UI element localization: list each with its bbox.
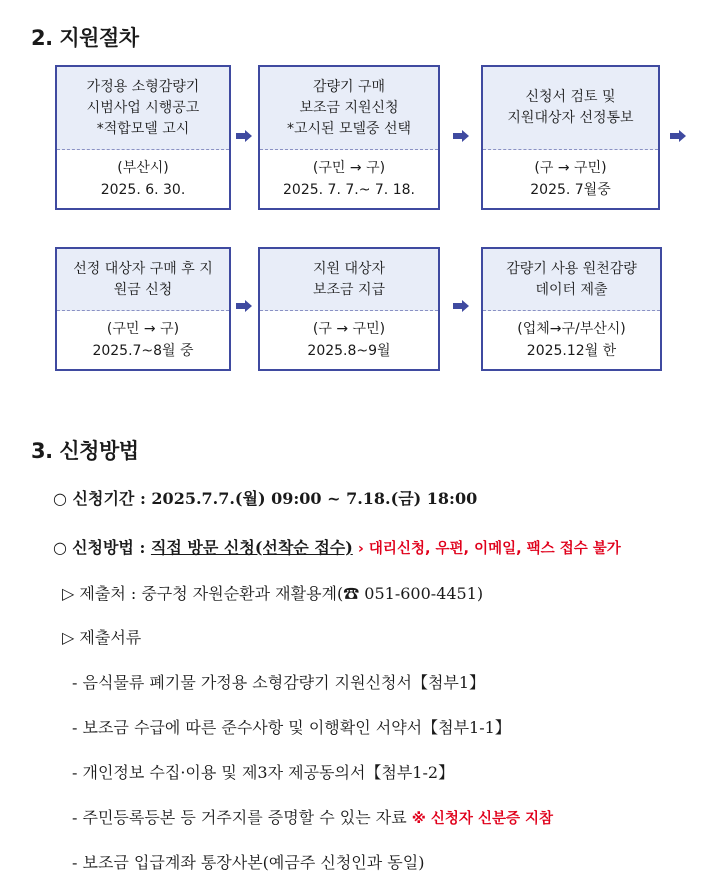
step-box-2 (258, 65, 440, 210)
document-item-text: - 보조금 입급계좌 통장사본(예금주 신청인과 동일) (72, 853, 425, 872)
right-arrow-icon (236, 300, 252, 312)
document-item-2 (72, 715, 511, 738)
step-5-line-2: 보조금 지급 (312, 281, 386, 298)
step-1-line-3: *적합모델 고시 (96, 120, 190, 137)
step-4-footer (57, 310, 229, 369)
step-5-actor: (구 → 구민) (312, 320, 386, 337)
step-2-header (260, 67, 438, 150)
step-6-date: 2025.12월 한 (526, 342, 617, 359)
step-2-footer (260, 149, 438, 208)
step-5-footer (260, 310, 438, 369)
step-3-line-1: 신청서 검토 및 (525, 89, 616, 105)
step-6-line-2: 데이터 제출 (535, 281, 608, 298)
documents-heading (62, 625, 141, 648)
period-label: 신청기간 (72, 489, 135, 508)
step-6-actor: (업체→구/부산시) (517, 320, 626, 337)
method-separator: : (133, 538, 151, 557)
document-item-4 (72, 805, 553, 828)
step-1-line-2: 시범사업 시행공고 (86, 99, 200, 116)
method-value: 직접 방문 신청(선착순 접수) (150, 538, 353, 557)
step-1-header (57, 67, 229, 150)
document-item-text: - 주민등록등본 등 거주지를 증명할 수 있는 자료 (72, 808, 412, 827)
step-box-5 (258, 247, 440, 371)
triangle-bullet-icon: ▷ (62, 628, 75, 647)
document-item-text: - 개인정보 수집·이용 및 제3자 제공동의서【첨부1-2】 (72, 763, 455, 782)
right-arrow-icon (670, 130, 686, 142)
step-box-3 (481, 65, 660, 210)
period-line (53, 486, 477, 509)
period-value: : 2025.7.7.(월) 09:00 ~ 7.18.(금) 18:00 (134, 489, 478, 508)
documents-title: 제출서류 (79, 628, 142, 647)
step-2-actor: (구민 → 구) (312, 159, 386, 176)
right-arrow-icon (453, 130, 469, 142)
section-3-title: 3. 신청방법 (31, 439, 139, 463)
step-1-date: 2025. 6. 30. (100, 181, 186, 198)
id-card-note: ※ 신청자 신분증 지참 (411, 811, 554, 827)
document-item-5 (72, 850, 424, 873)
right-arrow-icon (453, 300, 469, 312)
submit-to-line (62, 581, 483, 604)
section-2-title: 2. 지원절차 (31, 26, 139, 50)
step-2-date: 2025. 7. 7.~ 7. 18. (283, 181, 415, 198)
step-1-footer (57, 149, 229, 208)
document-item-1 (72, 670, 485, 693)
step-2-line-2: 보조금 지원신청 (299, 99, 399, 116)
document-item-3 (72, 760, 454, 783)
step-5-date: 2025.8~9월 (307, 342, 391, 359)
triangle-bullet-icon: ▷ (62, 584, 75, 603)
step-6-header (483, 249, 660, 311)
method-restriction-note: › 대리신청, 우편, 이메일, 팩스 접수 불가 (357, 541, 621, 557)
step-1-actor: (부산시) (117, 159, 169, 176)
step-6-line-1: 감량기 사용 원천감량 (506, 260, 637, 277)
step-4-actor: (구민 → 구) (106, 320, 180, 337)
step-4-line-1: 선정 대상자 구매 후 지 (73, 260, 213, 277)
circle-bullet-icon: ○ (53, 489, 67, 508)
step-3-date: 2025. 7월중 (530, 181, 611, 198)
step-2-line-1: 감량기 구매 (312, 78, 386, 95)
step-6-footer (483, 310, 660, 369)
step-box-1 (55, 65, 231, 210)
step-5-line-1: 지원 대상자 (312, 260, 386, 277)
circle-bullet-icon: ○ (53, 538, 67, 557)
step-3-header (483, 67, 658, 150)
step-box-6 (481, 247, 662, 371)
step-1-line-1: 가정용 소형감량기 (86, 78, 200, 95)
method-line (53, 535, 621, 558)
step-5-header (260, 249, 438, 311)
step-3-actor: (구 → 구민) (534, 159, 607, 176)
submit-to-text: 제출처 : 중구청 자원순환과 재활용계(☎ 051-600-4451) (79, 584, 484, 603)
document-item-text: - 음식물류 폐기물 가정용 소형감량기 지원신청서【첨부1】 (72, 673, 486, 692)
method-label: 신청방법 (72, 538, 134, 557)
step-3-footer (483, 149, 658, 208)
step-box-4 (55, 247, 231, 371)
step-4-line-2: 원금 신청 (113, 281, 173, 298)
step-2-line-3: *고시된 모델중 선택 (286, 120, 412, 137)
right-arrow-icon (236, 130, 252, 142)
step-4-date: 2025.7~8월 중 (92, 342, 194, 359)
document-item-text: - 보조금 수급에 따른 준수사항 및 이행확인 서약서【첨부1-1】 (72, 718, 511, 737)
step-3-line-2: 지원대상자 선정통보 (507, 110, 634, 126)
step-4-header (57, 249, 229, 311)
